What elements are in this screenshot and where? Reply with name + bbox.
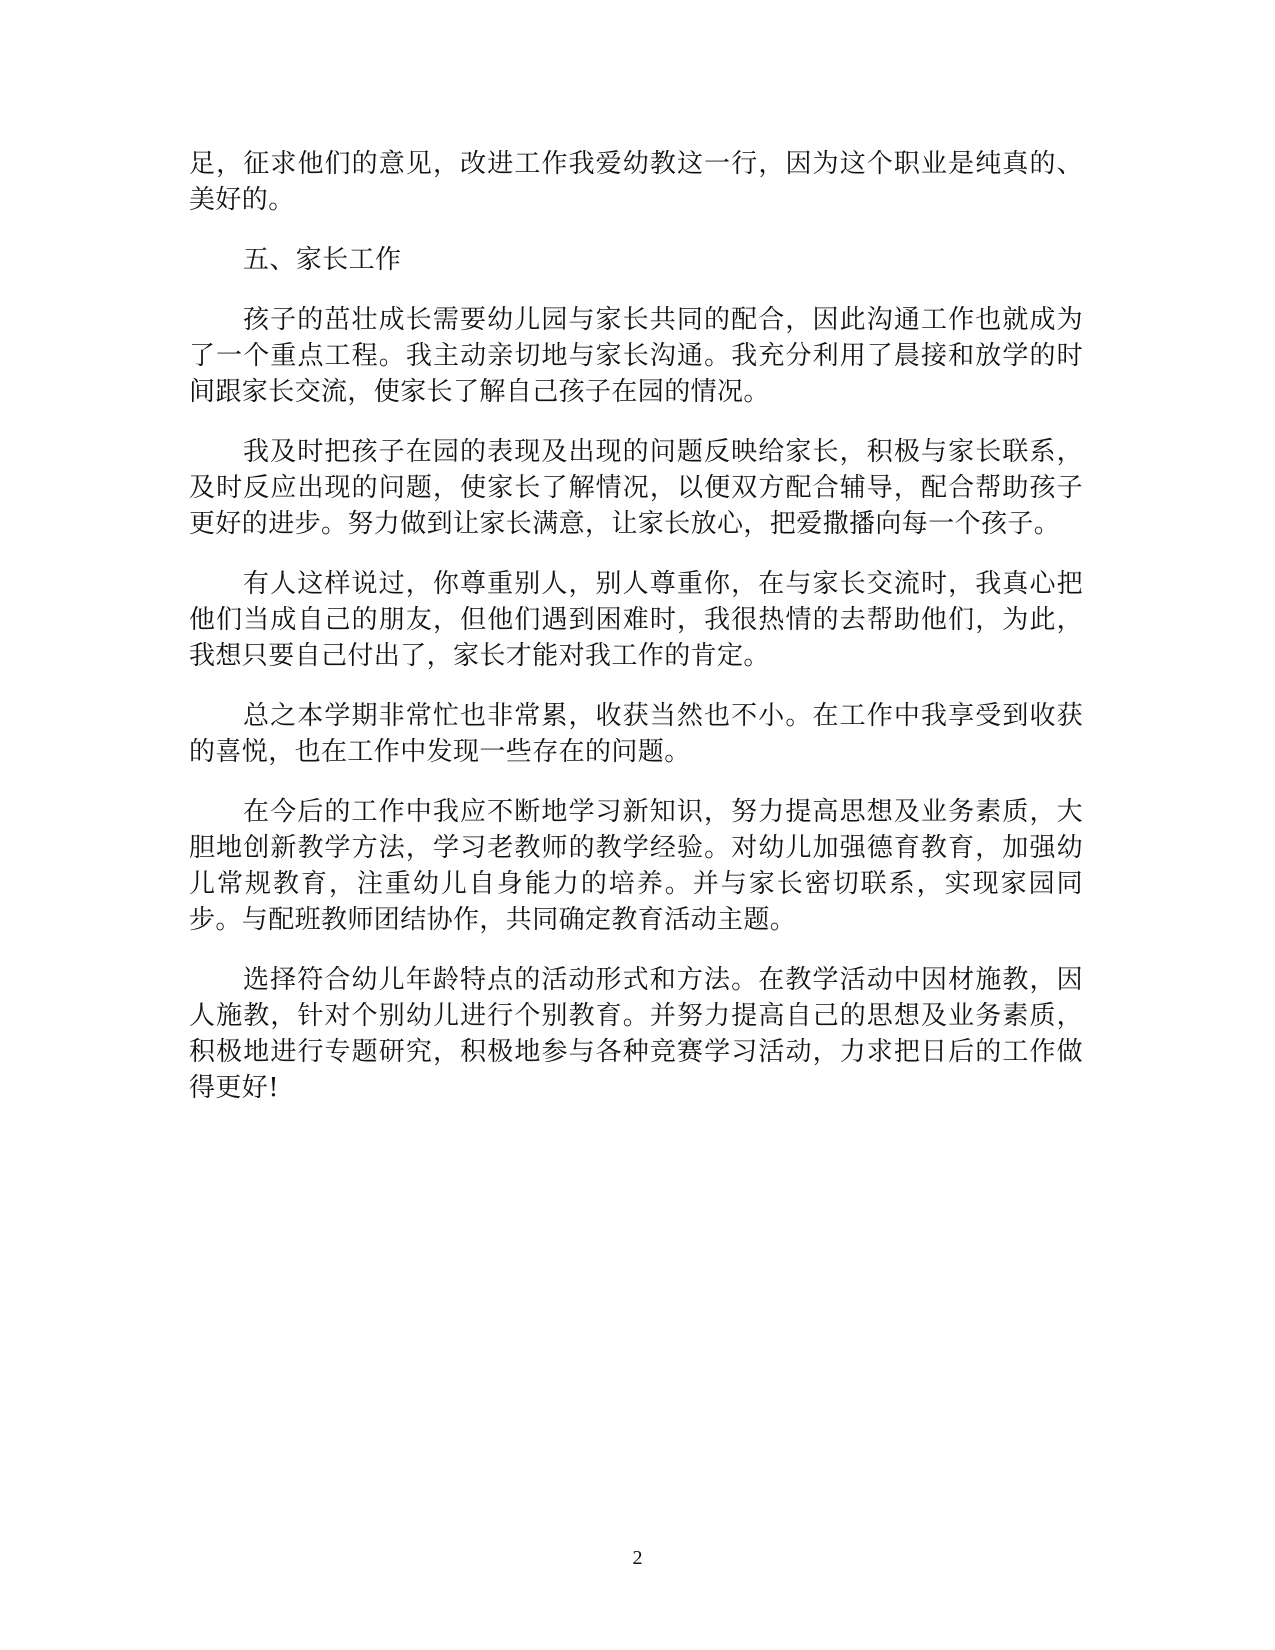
- paragraph: 我及时把孩子在园的表现及出现的问题反映给家长，积极与家长联系，及时反应出现的问题，使家长了解情况，以便双方配合辅导，配合帮助孩子更好的进步。努力做到让家长满意，让家长放心，把爱撒播向每一个孩子。: [189, 437, 1083, 539]
- paragraph: 在今后的工作中我应不断地学习新知识，努力提高思想及业务素质，大胆地创新教学方法，学习老教师的教学经验。对幼儿加强德育教育，加强幼儿常规教育，注重幼儿自身能力的培养。并与家长密切联系，实现家园同步。与配班教师团结协作，共同确定教育活动主题。: [189, 797, 1083, 935]
- paragraph: 有人这样说过，你尊重别人，别人尊重你，在与家长交流时，我真心把他们当成自己的朋友，但他们遇到困难时，我很热情的去帮助他们，为此，我想只要自己付出了，家长才能对我工作的肯定。: [189, 569, 1083, 671]
- paragraph-continuation: 足，征求他们的意见，改进工作我爱幼教这一行，因为这个职业是纯真的、美好的。: [189, 149, 1083, 215]
- section-heading-parent-work: 五、家长工作: [243, 245, 402, 275]
- document-body: [189, 146, 1083, 1130]
- page-number: 2: [632, 1547, 643, 1569]
- paragraph: 孩子的茁壮成长需要幼儿园与家长共同的配合，因此沟通工作也就成为了一个重点工程。我主动亲切地与家长沟通。我充分利用了晨接和放学的时间跟家长交流，使家长了解自己孩子在园的情况。: [189, 305, 1083, 407]
- paragraph: 总之本学期非常忙也非常累，收获当然也不小。在工作中我享受到收获的喜悦，也在工作中发现一些存在的问题。: [189, 701, 1083, 767]
- paragraph: 选择符合幼儿年龄特点的活动形式和方法。在教学活动中因材施教，因人施教，针对个别幼儿进行个别教育。并努力提高自己的思想及业务素质，积极地进行专题研究，积极地参与各种竞赛学习活动，力求把日后的工作做得更好!: [189, 965, 1083, 1103]
